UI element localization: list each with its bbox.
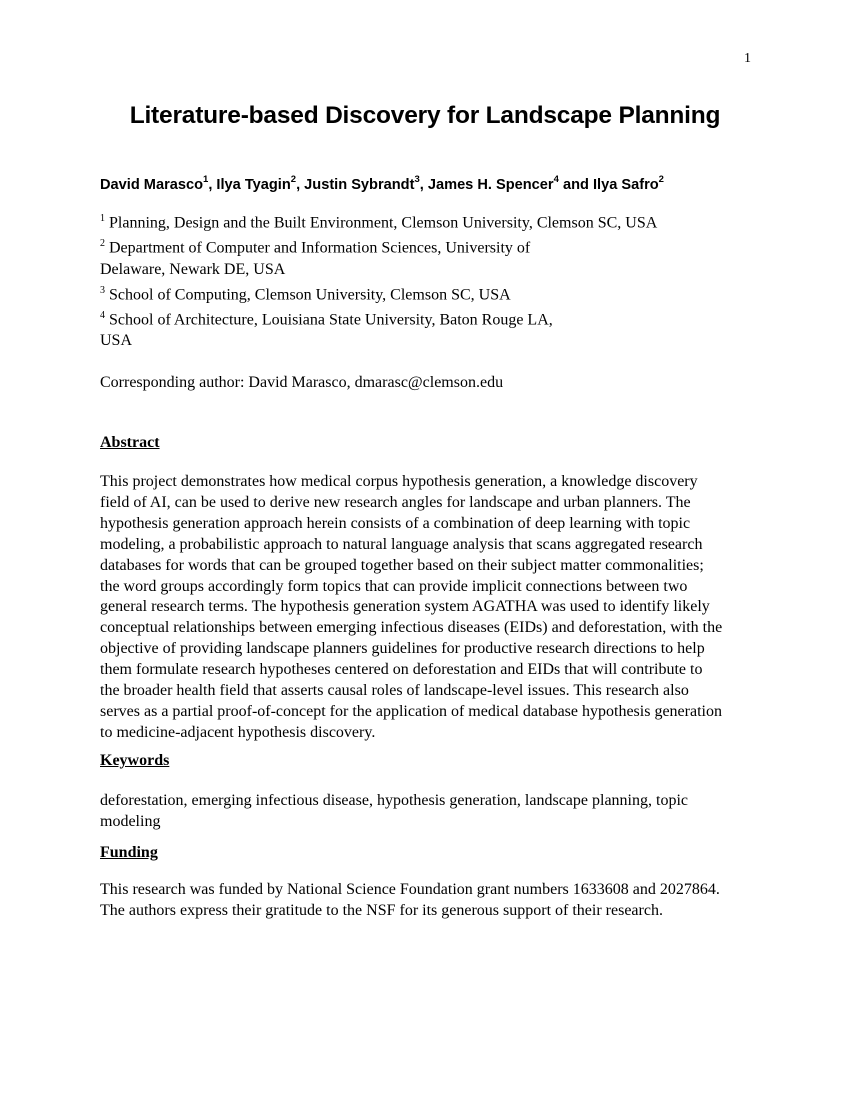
affiliation-item: $^3$ School of Computing, Clemson University, Clemson SC, USA <box>100 284 511 303</box>
author: James H. Spencer$^4$ and <box>427 174 593 193</box>
author: Ilya Tyagin$^2$, <box>216 174 305 193</box>
author: David Marasco$^1$, <box>100 174 217 193</box>
paper-title: Literature-based Discovery for Landscape Planning <box>129 102 721 129</box>
author-list <box>100 175 664 193</box>
corresponding-author: Corresponding author: David Marasco, dmarasc@clemson.edu <box>100 374 504 391</box>
abstract-heading: Abstract <box>100 434 160 451</box>
keywords-text: deforestation, emerging infectious disease, hypothesis generation, landscape planning, topic modeling <box>100 792 688 830</box>
page-number: 1 <box>744 51 751 66</box>
affiliation-item: $^2$ Department of Computer and Information Sciences, University of Delaware, Newark DE, USA <box>100 238 531 278</box>
funding-text: This research was funded by National Science Foundation grant numbers 1633608 and 2027864. The authors express their gratitude to the NSF for its generous support of their research. <box>100 881 720 919</box>
affiliation-item: $^1$ Planning, Design and the Built Environment, Clemson University, Clemson SC, USA <box>100 213 658 232</box>
author: Ilya Safro$^2$ <box>592 174 664 193</box>
affiliation-item: $^4$ School of Architecture, Louisiana State University, Baton Rouge LA, USA <box>100 309 553 350</box>
author: Justin Sybrandt$^3$, <box>304 174 428 193</box>
keywords-heading: Keywords <box>100 752 170 769</box>
funding-heading: Funding <box>100 844 158 861</box>
affiliation-list <box>100 208 657 351</box>
abstract-text: This project demonstrates how medical corpus hypothesis generation, a knowledge discovery field of AI, can be used to derive new research angles for landscape and urban planners. The hypothesis generation approach herein consists of a combination of deep learning with topic modeling, a probabilistic approach to natural language analysis that scans aggregated research databases for words that can be grouped together based on their subject matter commonalities; the word groups accordingly form topics that can provide implicit connections between two general research terms. The hypothesis generation system AGATHA was used to identify likely conceptual relationships between emerging infectious diseases (EIDs) and deforestation, with the objective of providing landscape planners guidelines for productive research directions to help them formulate research hypotheses centered on deforestation and EIDs that will contribute to the broader health field that asserts causal roles of landscape-level issues. This research also serves as a partial proof-of-concept for the application of medical database hypothesis generation to medicine-adjacent hypothesis discovery. <box>100 473 723 741</box>
